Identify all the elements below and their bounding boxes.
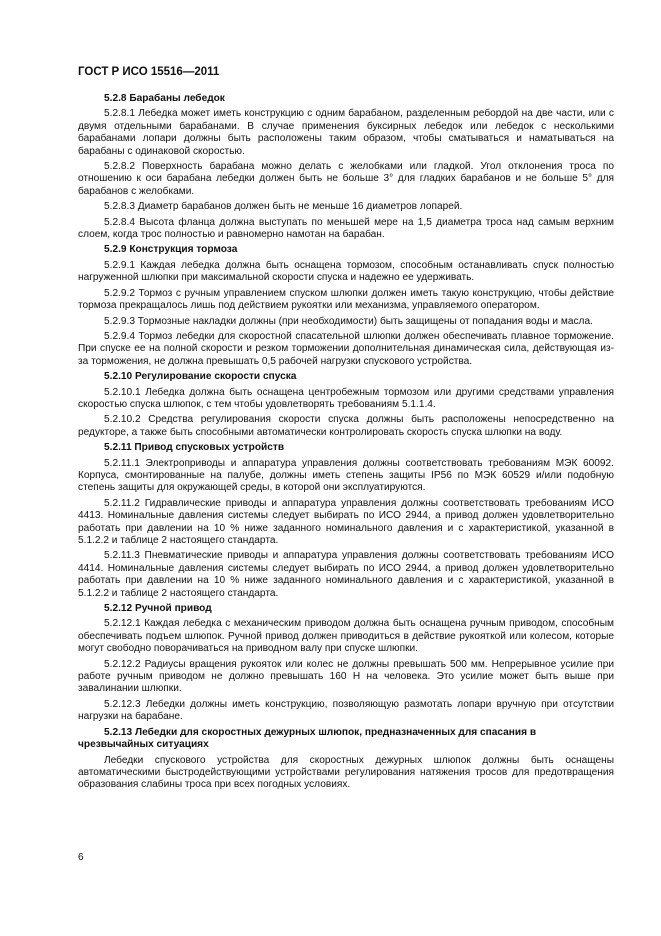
section-heading: 5.2.8 Барабаны лебедок	[104, 93, 225, 104]
paragraph: 5.2.11.3 Пневматические приводы и аппаратура управления должны соответствовать требованиям ИСО 4414. Номинальные давления системы следует выбирать по ИСО 2944, а привод должен удовлетворительно работать при давлении на 10 % ниже заданного номинального давления и с характеристикой, указанной в 5.1.2.2 и таблице 2 настоящего стандарта.	[78, 550, 614, 599]
paragraph: 5.2.9.4 Тормоз лебедки для скоростной спасательной шлюпки должен обеспечивать плавное торможение. При спуске ее на полной скорости и резком торможении дополнительная динамическая сила, действующая из-за торможения, не должна превышать 0,5 рабочей нагрузки спускового устройства.	[78, 330, 614, 367]
paragraph: 5.2.8.4 Высота фланца должна выступать по меньшей мере на 1,5 диаметра троса над самым верхним слоем, когда трос полностью и равномерно намотан на барабан.	[78, 216, 614, 241]
section-heading: 5.2.10 Регулирование скорости спуска	[104, 371, 297, 383]
paragraph: 5.2.8.3 Диаметр барабанов должен быть не меньше 16 диаметров лопарей.	[104, 201, 463, 213]
section-heading: 5.2.9 Конструкция тормоза	[104, 244, 238, 256]
paragraph: 5.2.9.3 Тормозные накладки должны (при необходимости) быть защищены от попадания воды и масла.	[104, 315, 593, 327]
section-heading: 5.2.11 Привод спусковых устройств	[104, 442, 285, 454]
paragraph: 5.2.12.3 Лебедки должны иметь конструкцию, позволяющую размотать лопари вручную при отсутствии нагрузки на барабане.	[78, 698, 614, 723]
paragraph: 5.2.9.1 Каждая лебедка должна быть оснащена тормозом, способным останавливать спуск полностью нагруженной шлюпки при максимальной скорости спуска и надежно ее удерживать.	[78, 259, 614, 284]
paragraph: 5.2.9.2 Тормоз с ручным управлением спуском шлюпки должен иметь такую конструкцию, чтобы действие тормоза прекращалось лишь под действием рукоятки или механизма, управляемого оператором.	[78, 287, 614, 312]
paragraph: 5.2.8.1 Лебедка может иметь конструкцию с одним барабаном, разделенным ребордой на две части, или с двумя отдельными барабанами. В случае применения буксирных лебедок или лебедок с несколькими барабанами лопари должны быть расположены таким образом, чтобы сматываться и наматываться на барабаны с одинаковой скоростью.	[78, 108, 614, 157]
paragraph: Лебедки спускового устройства для скоростных дежурных шлюпок должны быть оснащены автоматическими быстродействующими устройствами регулирования натяжения тросов для предотвращения образования слабины троса при всех погодных условиях.	[78, 754, 614, 791]
paragraph: 5.2.11.2 Гидравлические приводы и аппаратура управления должны соответствовать требованиям ИСО 4413. Номинальные давления системы следует выбирать по ИСО 2944, а привод должен удовлетворительно работать при давлении на 10 % ниже заданного номинального давления и с характеристикой, указанной в 5.1.2.2 и таблице 2 настоящего стандарта.	[78, 497, 614, 546]
paragraph: 5.2.10.1 Лебедка должна быть оснащена центробежным тормозом или другими средствами управления скоростью спуска шлюпок, с тем чтобы удовлетворять требованиям 5.1.1.4.	[78, 386, 614, 410]
page-number: 6	[78, 852, 84, 863]
paragraph: 5.2.12.2 Радиусы вращения рукояток или колес не должны превышать 500 мм. Непрерывное усилие при работе ручным приводом не должно превышать 160 Н на человека. Это усилие может быть выше при завалинании шлюпки.	[78, 658, 614, 695]
section-heading: 5.2.12 Ручной привод	[104, 603, 212, 615]
paragraph: 5.2.11.1 Электроприводы и аппаратура управления должны соответствовать требованиям МЭК 60092. Корпуса, смонтированные на палубе, должны иметь степень защиты IP56 по МЭК 60529 и/или подобную степень защиты для окружающей среды, в которой они эксплуатируются.	[78, 457, 614, 494]
document-body	[78, 93, 614, 795]
document-header: ГОСТ Р ИСО 15516—2011	[78, 66, 220, 78]
paragraph: 5.2.10.2 Средства регулирования скорости спуска должны быть расположены непосредственно на редукторе, а также быть способными автоматически контролировать скорость спуска шлюпки на воду.	[78, 414, 614, 438]
section-heading: 5.2.13 Лебедки для скоростных дежурных шлюпок, предназначенных для спасания в чрезвычайных ситуациях	[78, 726, 537, 751]
paragraph: 5.2.12.1 Каждая лебедка с механическим приводом должна быть оснащена ручным приводом, способным обеспечивать подъем шлюпок. Ручной привод должен приводиться в действие рукояткой или колесом, которые могут свободно поворачиваться на приводном валу при спуске шлюпки.	[78, 618, 614, 655]
paragraph: 5.2.8.2 Поверхность барабана можно делать с желобками или гладкой. Угол отклонения троса по отношению к оси барабана лебедки должен быть не больше 3° для гладких барабанов и не больше 5° для барабанов с желобками.	[78, 161, 614, 197]
